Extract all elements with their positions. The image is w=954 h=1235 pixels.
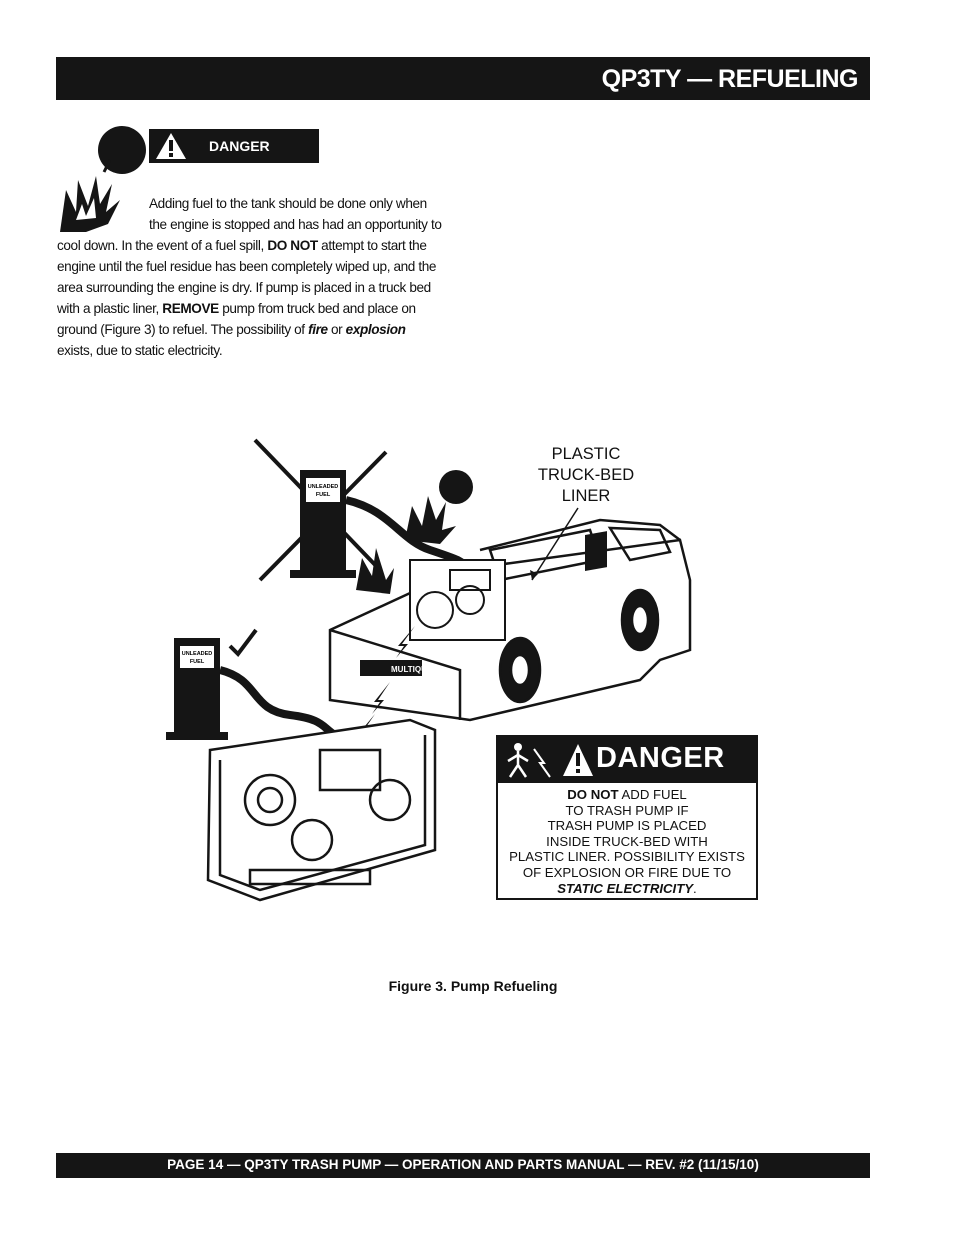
plastic-liner-callout bbox=[520, 444, 652, 507]
static-hazard-icon bbox=[504, 741, 594, 779]
trash-pump-in-truck bbox=[410, 560, 505, 640]
danger-label bbox=[149, 129, 319, 163]
svg-text:MULTIQUIP: MULTIQUIP bbox=[391, 665, 435, 674]
fuel-pump-ok-icon bbox=[166, 638, 345, 740]
text-line bbox=[57, 235, 454, 256]
footer-bar bbox=[56, 1153, 870, 1178]
text-line bbox=[498, 803, 756, 819]
danger-sign-header bbox=[498, 737, 756, 783]
trash-pump-on-ground bbox=[208, 720, 435, 900]
text-line bbox=[498, 849, 756, 865]
text-run: DO NOT bbox=[567, 787, 619, 802]
danger-sign-title: DANGER bbox=[596, 742, 725, 774]
text-line bbox=[57, 193, 454, 214]
text-run: PLASTIC LINER. POSSIBILITY EXISTS bbox=[509, 849, 745, 865]
text-run: or bbox=[327, 322, 346, 337]
text-run: engine until the fuel residue has been completely wiped up, and the bbox=[57, 259, 437, 274]
svg-text:UNLEADED: UNLEADED bbox=[307, 484, 339, 490]
check-mark-icon bbox=[230, 630, 256, 654]
text-line bbox=[498, 881, 756, 897]
warning-triangle-icon bbox=[155, 132, 187, 160]
text-line bbox=[57, 277, 454, 298]
text-run: . bbox=[693, 880, 697, 896]
text-run: with a plastic liner, bbox=[57, 301, 163, 316]
danger-paragraph bbox=[57, 193, 454, 361]
text-line bbox=[57, 340, 454, 361]
text-run: area surrounding the engine is dry. If pump is placed in a truck bed bbox=[57, 280, 431, 295]
text-line bbox=[57, 214, 454, 235]
svg-text:FUEL: FUEL bbox=[189, 659, 205, 665]
header-bar bbox=[56, 57, 870, 100]
text-line bbox=[498, 865, 756, 881]
text-run: exists, due to static electricity. bbox=[57, 343, 223, 358]
text-run: ADD FUEL bbox=[618, 787, 687, 802]
text-run: fire bbox=[308, 322, 328, 337]
danger-sign bbox=[496, 735, 758, 900]
text-run: cool down. In the event of a fuel spill, bbox=[57, 238, 268, 253]
danger-sign-text bbox=[498, 787, 756, 896]
svg-text:FUEL: FUEL bbox=[315, 492, 331, 498]
callout-line: TRUCK-BED bbox=[537, 466, 635, 484]
text-run: ground (Figure 3) to refuel. The possibility of bbox=[57, 322, 309, 337]
text-line bbox=[498, 787, 756, 803]
text-run: INSIDE TRUCK-BED WITH bbox=[546, 833, 708, 849]
callout-line: PLASTIC bbox=[551, 445, 621, 463]
text-run: the engine is stopped and has had an opportunity to bbox=[149, 217, 442, 232]
text-run: Adding fuel to the tank should be done only when bbox=[149, 196, 427, 211]
text-run: OF EXPLOSION OR FIRE DUE TO bbox=[522, 864, 732, 880]
text-line bbox=[57, 256, 454, 277]
text-run: REMOVE bbox=[162, 301, 219, 316]
text-line bbox=[498, 834, 756, 850]
text-run: DO NOT bbox=[267, 238, 318, 253]
text-run: explosion bbox=[345, 322, 406, 337]
text-run: STATIC ELECTRICITY bbox=[557, 880, 694, 896]
danger-label-text: DANGER bbox=[209, 138, 270, 154]
text-line bbox=[57, 319, 454, 340]
text-line bbox=[498, 818, 756, 834]
callout-line: LINER bbox=[561, 487, 611, 505]
text-run: TRASH PUMP IS PLACED bbox=[547, 818, 707, 834]
footer-text: PAGE 14 — QP3TY TRASH PUMP — OPERATION AND PARTS MANUAL — REV. #2 (11/15/10) bbox=[167, 1157, 759, 1172]
figure-caption: Figure 3. Pump Refueling bbox=[388, 978, 558, 994]
text-run: attempt to start the bbox=[317, 238, 427, 253]
page-title: QP3TY — REFUELING bbox=[601, 65, 858, 93]
text-line bbox=[57, 298, 454, 319]
text-run: pump from truck bed and place on bbox=[218, 301, 416, 316]
svg-text:UNLEADED: UNLEADED bbox=[181, 651, 213, 657]
text-run: TO TRASH PUMP IF bbox=[565, 802, 689, 818]
